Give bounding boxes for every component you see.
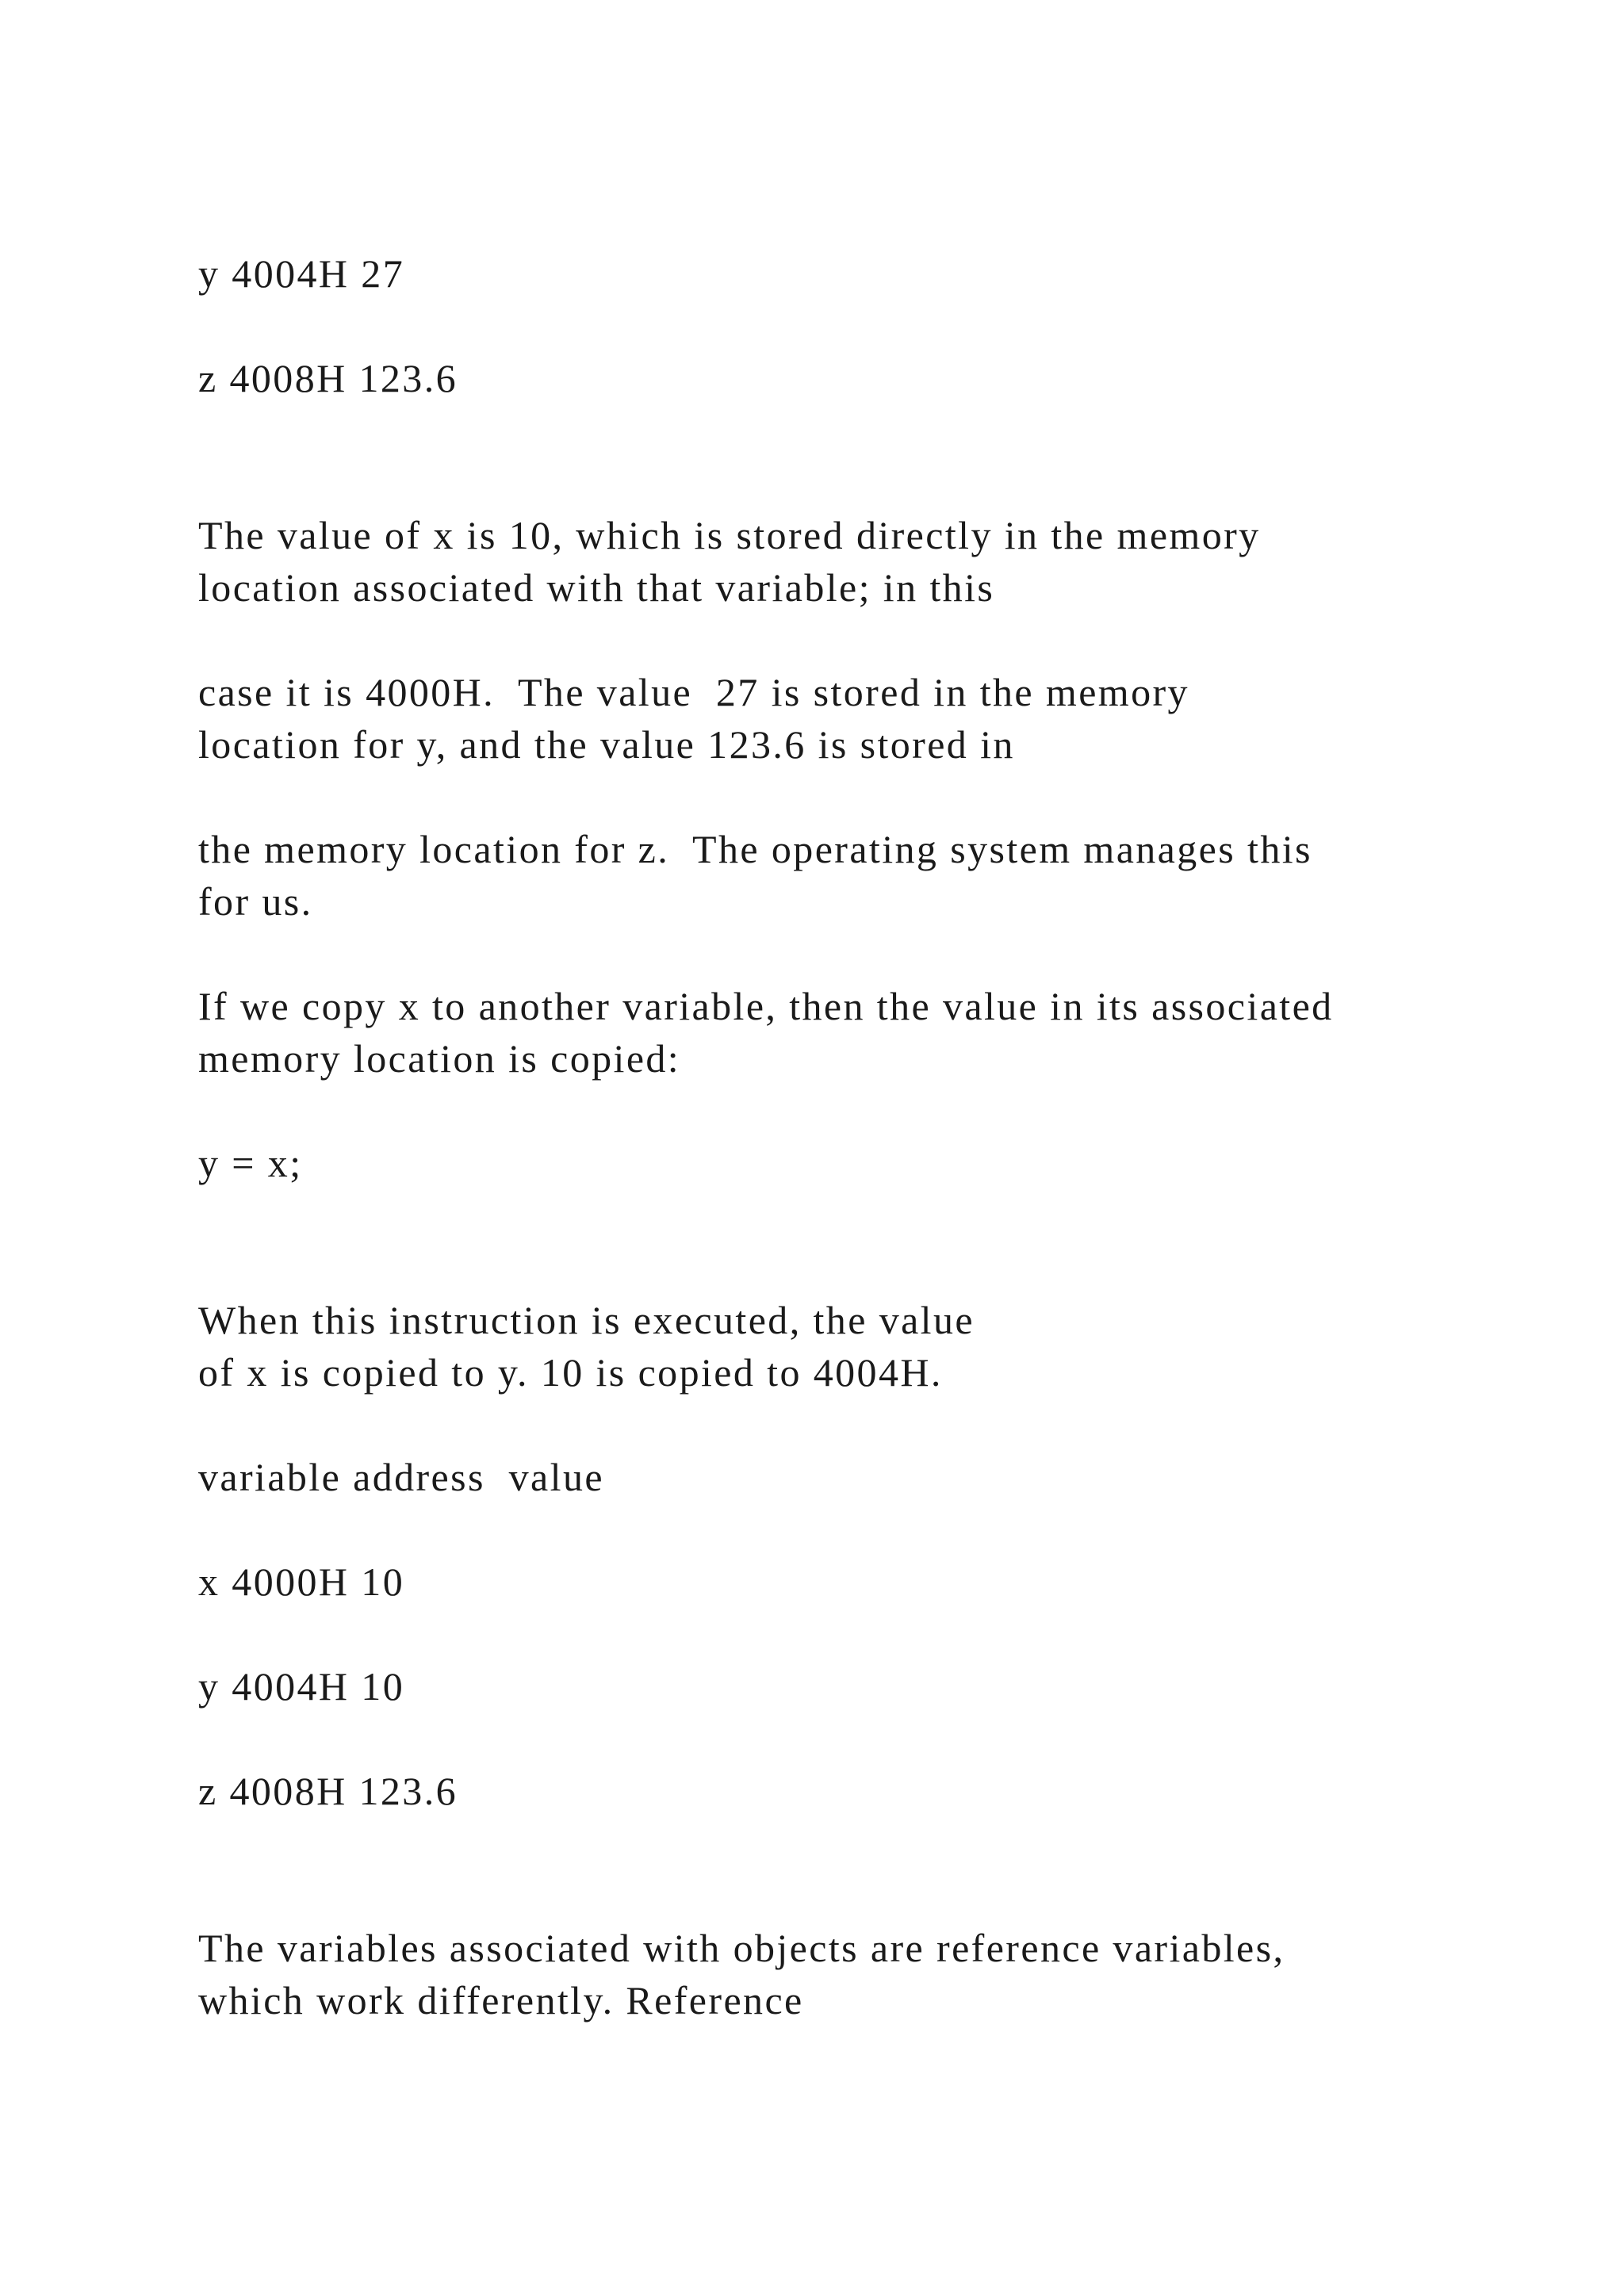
- paragraph-line: the memory location for z. The operating system manages this: [198, 827, 1312, 871]
- paragraph-line: The variables associated with objects are reference variables,: [198, 1926, 1285, 1970]
- paragraph-line: The value of x is 10, which is stored directly in the memory: [198, 513, 1261, 557]
- table-row-z-initial: z 4008H 123.6: [198, 356, 458, 400]
- paragraph-line: location for y, and the value 123.6 is stored in: [198, 722, 1015, 767]
- paragraph-line: case it is 4000H. The value 27 is stored in the memory: [198, 670, 1189, 714]
- paragraph-line: memory location is copied:: [198, 1036, 681, 1081]
- paragraph-line: If we copy x to another variable, then the value in its associated: [198, 984, 1334, 1028]
- paragraph-line: location associated with that variable; in this: [198, 565, 995, 610]
- table-row-y-initial: y 4004H 27: [198, 251, 405, 296]
- code-statement: y = x;: [198, 1141, 303, 1185]
- table-header: variable address value: [198, 1455, 604, 1499]
- paragraph-line: which work differently. Reference: [198, 1978, 804, 2022]
- table-row-x: x 4000H 10: [198, 1559, 405, 1604]
- paragraph-line: When this instruction is executed, the value: [198, 1298, 975, 1342]
- paragraph-line: of x is copied to y. 10 is copied to 4004H.: [198, 1350, 943, 1395]
- table-row-z: z 4008H 123.6: [198, 1769, 458, 1813]
- table-row-y: y 4004H 10: [198, 1664, 405, 1709]
- paragraph-line: for us.: [198, 879, 313, 924]
